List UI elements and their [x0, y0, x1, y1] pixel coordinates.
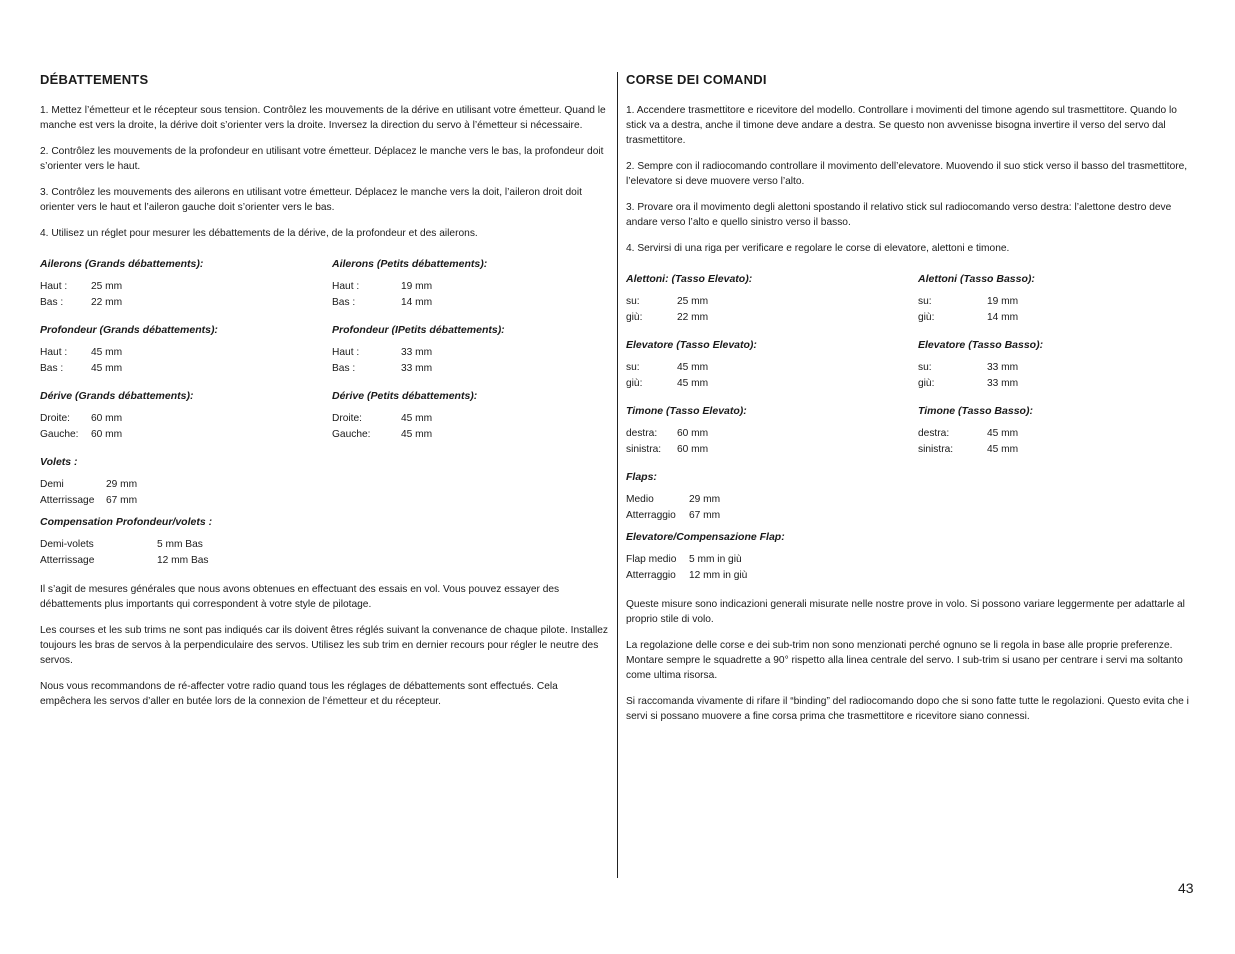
- spec-title: Ailerons (Grands débattements):: [40, 258, 204, 270]
- spec-block-profondeur-grands: [40, 318, 332, 376]
- column-divider: [617, 72, 618, 878]
- spec-value: 12 mm Bas: [157, 554, 209, 566]
- spec-key: Droite:: [332, 413, 363, 424]
- spec-value: 67 mm: [689, 509, 721, 521]
- spec-key: su:: [626, 362, 640, 373]
- spec-key: Bas :: [332, 362, 356, 374]
- spec-row: [626, 568, 1198, 584]
- spec-block-alettoni-basso: [918, 267, 1198, 325]
- spec-title: Compensation Profondeur/volets :: [40, 516, 213, 528]
- spec-key: Haut :: [332, 281, 360, 292]
- spec-value: 45 mm: [987, 428, 1019, 439]
- spec-value: 45 mm: [91, 347, 123, 358]
- spec-value: 60 mm: [677, 443, 709, 455]
- spec-key: su:: [918, 296, 932, 307]
- spec-value: 60 mm: [677, 428, 709, 439]
- spec-value: 33 mm: [987, 377, 1019, 389]
- spec-key: sinistra:: [918, 443, 954, 455]
- spec-title: Elevatore/Compensazione Flap:: [626, 531, 785, 543]
- spec-value: 45 mm: [677, 362, 709, 373]
- paragraph: 3. Provare ora il movimento degli alettoni spostando il relativo stick sul radiocomando verso destra: l’alettone destro deve andare verso l’alto e quello sinistro verso il basso.: [626, 202, 1172, 228]
- spec-key: Atterraggio: [626, 509, 676, 521]
- spec-value: 5 mm Bas: [157, 539, 203, 550]
- spec-row: [40, 361, 332, 377]
- spec-key: giù:: [626, 377, 643, 389]
- spec-value: 45 mm: [677, 377, 709, 389]
- section-title-debattements: DÉBATTEMENTS: [40, 72, 149, 87]
- spec-row: [332, 345, 612, 361]
- spec-value: 45 mm: [401, 413, 433, 424]
- spec-block-timone-basso: [918, 399, 1198, 457]
- spec-row: [332, 295, 612, 311]
- spec-row: [626, 310, 918, 326]
- spec-value: 25 mm: [677, 296, 709, 307]
- spec-block-elevatore-flap: [626, 531, 1198, 583]
- paragraph: 1. Accendere trasmettitore e ricevitore del modello. Controllare i movimenti del timone agendo sul trasmettitore. Quando lo stick va a destra, anche il timone deve andare a destra. Se questo non avvenisse bisogna invertire il verso del servo dal trasmettitore.: [626, 105, 1177, 146]
- spec-key: su:: [626, 296, 640, 307]
- note-paragraph: Si raccomanda vivamente di rifare il “binding” del radiocomando dopo che si sono fatte tutte le regolazioni. Questo evita che i servi si possano muovere a fine corsa prima che trasmettitore e ricevitore siano connessi.: [626, 696, 1189, 722]
- spec-key: destra:: [918, 428, 950, 439]
- spec-row: [918, 310, 1198, 326]
- paragraph: 4. Servirsi di una riga per verificare e regolare le corse di elevatore, alettoni e timone.: [626, 243, 1010, 254]
- spec-key: Gauche:: [332, 428, 371, 440]
- spec-key: Flap medio: [626, 554, 677, 565]
- spec-row: [626, 376, 918, 392]
- spec-value: 12 mm in giù: [689, 569, 748, 581]
- spec-row: [626, 508, 1198, 524]
- spec-row: [918, 376, 1198, 392]
- spec-title: Profondeur (IPetits débattements):: [332, 324, 505, 336]
- spec-key: giù:: [918, 377, 935, 389]
- note-paragraph: Nous vous recommandons de ré-affecter votre radio quand tous les réglages de débattements sont effectués. Cela empêchera les servos d’aller en butée lors de la connexion de l’émetteur et du récepteur.: [40, 681, 558, 707]
- spec-value: 14 mm: [401, 296, 433, 308]
- spec-title: Dérive (Petits débattements):: [332, 390, 478, 402]
- spec-row: [40, 537, 610, 553]
- spec-title: Profondeur (Grands débattements):: [40, 324, 218, 336]
- spec-title: Alettoni: (Tasso Elevato):: [626, 273, 753, 285]
- spec-row: [40, 345, 332, 361]
- spec-row: [40, 295, 332, 311]
- spec-value: 60 mm: [91, 413, 123, 424]
- spec-row: [626, 442, 918, 458]
- spec-value: 45 mm: [401, 428, 433, 440]
- spec-row: [626, 552, 1198, 568]
- spec-key: Gauche:: [40, 428, 79, 440]
- note-paragraph: Les courses et les sub trims ne sont pas indiqués car ils doivent êtres réglés suivant la convenance de chaque pilote. Installez toujours les bras de servos à la perpendiculaire des servos. Utilisez les sub trim en dernier recours pour régler le neutre des servos.: [40, 625, 608, 666]
- spec-value: 67 mm: [106, 494, 138, 506]
- spec-block-compensation: [40, 516, 610, 568]
- spec-value: 19 mm: [987, 296, 1019, 307]
- spec-block-flaps: [626, 471, 1198, 523]
- spec-row: [40, 411, 332, 427]
- spec-block-elevatore-elevato: [626, 333, 918, 391]
- spec-row: [918, 442, 1198, 458]
- spec-row: [918, 294, 1198, 310]
- right-column: [626, 72, 1198, 735]
- spec-value: 60 mm: [91, 428, 123, 440]
- paragraph: 2. Sempre con il radiocomando controllare il movimento dell’elevatore. Muovendo il suo stick verso il basso del trasmettitore, l’elevatore si deve muovere verso l’alto.: [626, 161, 1188, 187]
- spec-value: 33 mm: [401, 362, 433, 374]
- spec-value: 33 mm: [401, 347, 433, 358]
- spec-block-ailerons-grands: [40, 252, 332, 310]
- spec-key: Atterrissage: [40, 554, 95, 566]
- spec-row: [40, 477, 610, 493]
- spec-title: Alettoni (Tasso Basso):: [918, 273, 1035, 285]
- spec-row: [626, 492, 1198, 508]
- page-number: 43: [1178, 880, 1194, 896]
- spec-value: 29 mm: [689, 494, 721, 505]
- spec-row: [918, 360, 1198, 376]
- spec-title: Elevatore (Tasso Elevato):: [626, 339, 757, 351]
- spec-key: Medio: [626, 494, 654, 505]
- spec-row: [332, 411, 612, 427]
- spec-key: Atterraggio: [626, 569, 676, 581]
- spec-title: Timone (Tasso Elevato):: [626, 405, 747, 417]
- spec-key: Haut :: [40, 281, 68, 292]
- spec-row: [626, 294, 918, 310]
- spec-row: [918, 426, 1198, 442]
- spec-block-derive-petits: [332, 384, 612, 442]
- spec-block-volets: [40, 456, 610, 508]
- spec-row: [40, 553, 610, 569]
- spec-title: Volets :: [40, 456, 78, 468]
- note-paragraph: La regolazione delle corse e dei sub-trim non sono menzionati perché ognuno se li regola in base alle proprie preferenze. Montare sempre le squadrette a 90° rispetto alla linea centrale del servo. I sub-trim si usano per centrare i servi ma soltanto come ultima risorsa.: [626, 640, 1183, 681]
- spec-block-derive-grands: [40, 384, 332, 442]
- specs-grid: [40, 252, 610, 450]
- spec-key: Atterrissage: [40, 494, 95, 506]
- spec-row: [332, 427, 612, 443]
- spec-row: [40, 279, 332, 295]
- paragraph: 1. Mettez l’émetteur et le récepteur sous tension. Contrôlez les mouvements de la dérive en utilisant votre émetteur. Quand le manche est vers la droite, la dérive doit s’orienter vers la droite. Inversez la direction du servo à l’émetteur si nécessaire.: [40, 105, 606, 131]
- spec-block-timone-elevato: [626, 399, 918, 457]
- spec-key: destra:: [626, 428, 658, 439]
- spec-key: Droite:: [40, 413, 71, 424]
- spec-key: Demi-volets: [40, 539, 94, 550]
- spec-value: 5 mm in giù: [689, 554, 742, 565]
- note-paragraph: Il s’agit de mesures générales que nous avons obtenues en effectuant des essais en vol. Vous pouvez essayer des débattements plus importants qui correspondent à votre style de pilotage.: [40, 584, 560, 610]
- spec-row: [40, 493, 610, 509]
- spec-block-alettoni-elevato: [626, 267, 918, 325]
- spec-key: giù:: [626, 311, 643, 323]
- spec-key: Haut :: [40, 347, 68, 358]
- spec-value: 29 mm: [106, 479, 138, 490]
- spec-key: Bas :: [40, 296, 64, 308]
- left-column: [40, 72, 610, 720]
- spec-title: Dérive (Grands débattements):: [40, 390, 194, 402]
- spec-block-ailerons-petits: [332, 252, 612, 310]
- section-title-corse-dei-comandi: CORSE DEI COMANDI: [626, 72, 767, 87]
- spec-value: 22 mm: [91, 296, 123, 308]
- spec-title: Timone (Tasso Basso):: [918, 405, 1033, 417]
- spec-row: [332, 279, 612, 295]
- spec-key: su:: [918, 362, 932, 373]
- spec-title: Flaps:: [626, 471, 657, 483]
- spec-key: giù:: [918, 311, 935, 323]
- note-paragraph: Queste misure sono indicazioni generali misurate nelle nostre prove in volo. Si possono variare leggermente per adattarle al proprio stile di volo.: [626, 599, 1185, 625]
- spec-block-profondeur-petits: [332, 318, 612, 376]
- spec-row: [626, 426, 918, 442]
- paragraph: 2. Contrôlez les mouvements de la profondeur en utilisant votre émetteur. Déplacez le manche vers le bas, la profondeur doit s’orienter vers le haut.: [40, 146, 604, 172]
- spec-title: Ailerons (Petits débattements):: [332, 258, 488, 270]
- spec-key: Bas :: [332, 296, 356, 308]
- spec-title: Elevatore (Tasso Basso):: [918, 339, 1044, 351]
- spec-value: 19 mm: [401, 281, 433, 292]
- spec-key: Haut :: [332, 347, 360, 358]
- specs-grid: [626, 267, 1198, 465]
- paragraph: 4. Utilisez un réglet pour mesurer les débattements de la dérive, de la profondeur et des ailerons.: [40, 228, 478, 239]
- spec-value: 45 mm: [987, 443, 1019, 455]
- spec-value: 33 mm: [987, 362, 1019, 373]
- spec-block-elevatore-basso: [918, 333, 1198, 391]
- spec-value: 22 mm: [677, 311, 709, 323]
- spec-value: 25 mm: [91, 281, 123, 292]
- spec-row: [332, 361, 612, 377]
- spec-key: Demi: [40, 479, 64, 490]
- spec-key: Bas :: [40, 362, 64, 374]
- spec-row: [626, 360, 918, 376]
- spec-value: 45 mm: [91, 362, 123, 374]
- paragraph: 3. Contrôlez les mouvements des ailerons en utilisant votre émetteur. Déplacez le manche vers la doit, l’aileron droit doit orienter vers le haut et l’aileron gauche doit s’orienter vers le bas.: [40, 187, 582, 213]
- spec-row: [40, 427, 332, 443]
- spec-key: sinistra:: [626, 443, 662, 455]
- spec-value: 14 mm: [987, 311, 1019, 323]
